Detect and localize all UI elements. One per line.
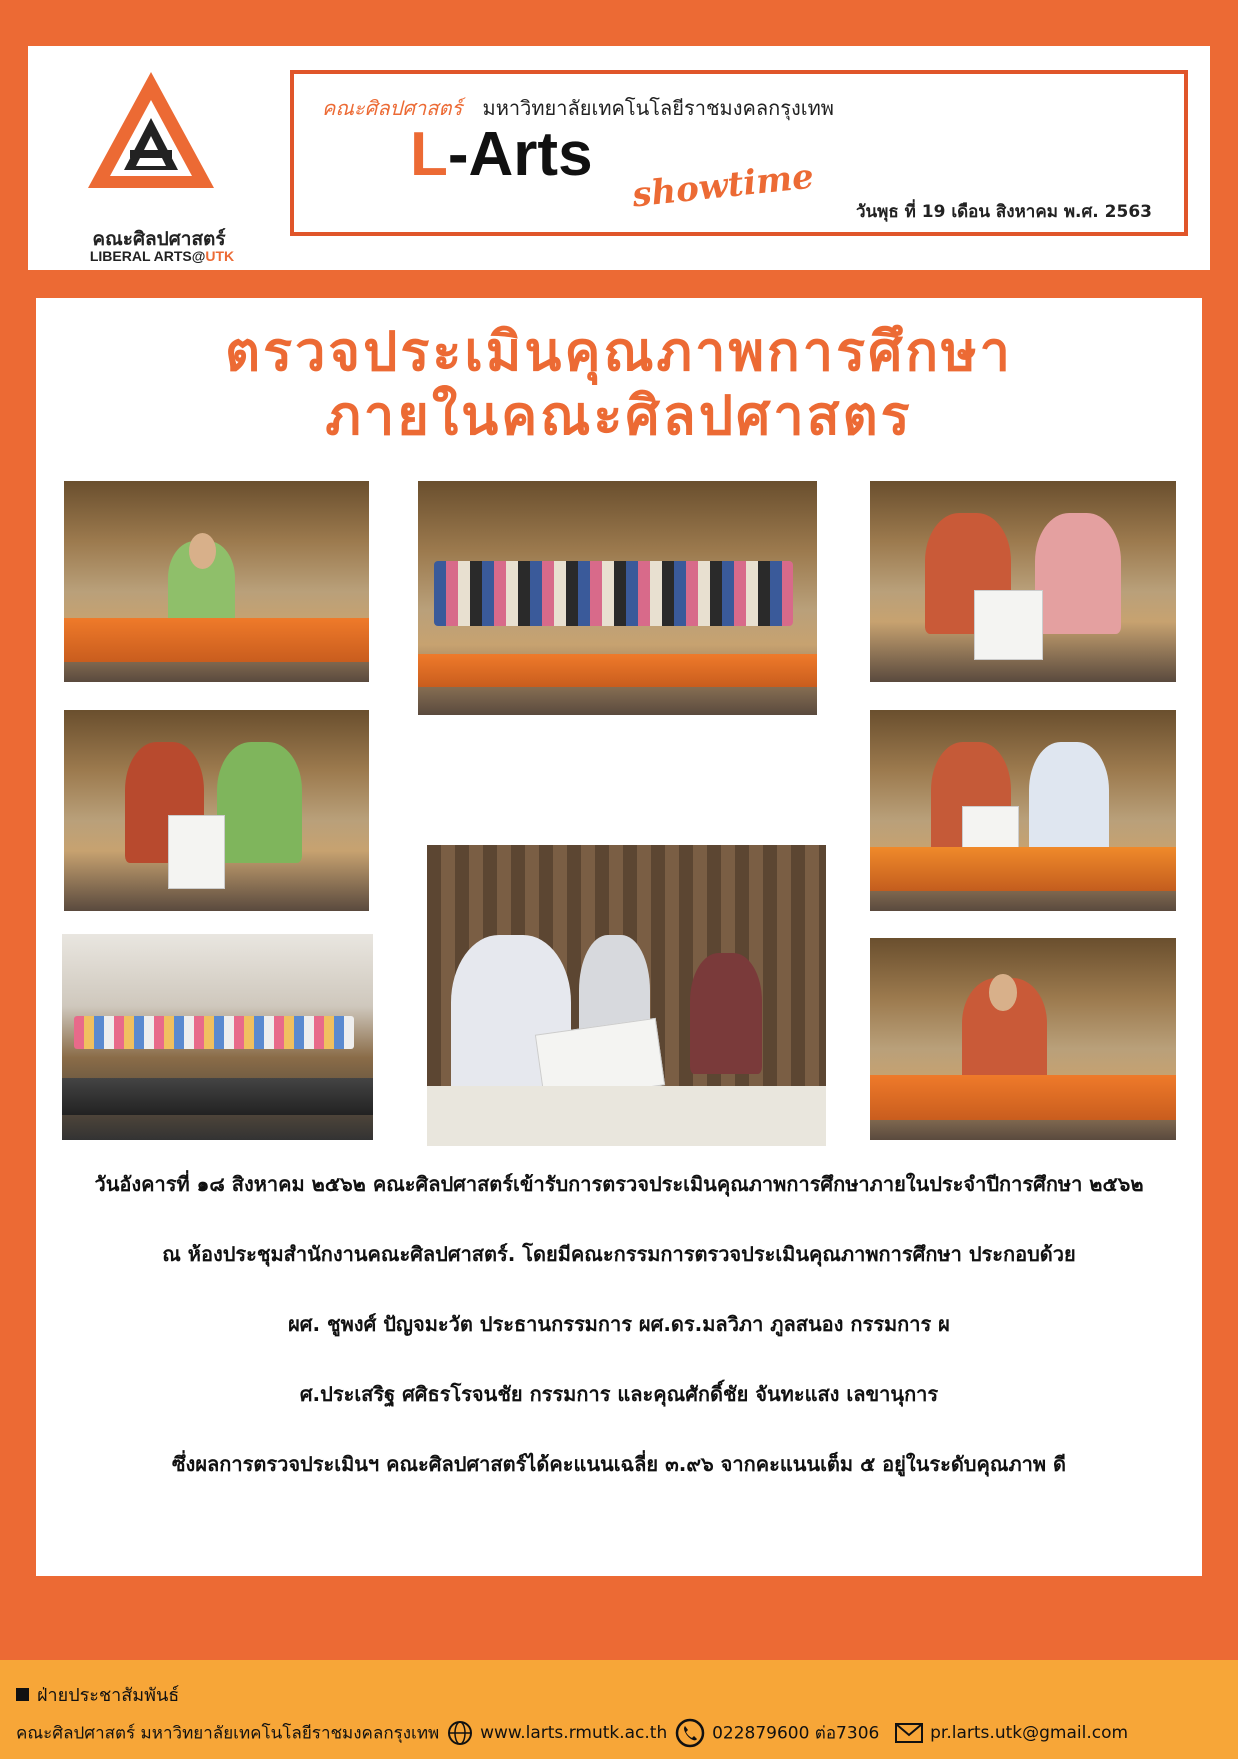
article-paragraph-line-3: ผศ. ชูพงศ์ ปัญจมะวัต ประธานกรรมการ ผศ.ดร.มลวิภา ภูลสนอง กรรมการ ผ <box>288 1312 950 1336</box>
website-link[interactable]: www.larts.rmutk.ac.th <box>480 1723 668 1743</box>
issue-date: วันพุธ ที่ 19 เดือน สิงหาคม พ.ศ. 2563 <box>855 202 1152 222</box>
university-name: มหาวิทยาลัยเทคโนโลยีราชมงคลกรุงเทพ <box>482 96 834 120</box>
phone-number: 022879600 ต่อ7306 <box>712 1723 880 1744</box>
article-headline: ตรวจประเมินคุณภาพการศึกษา ภายในคณะศิลปศาสตร <box>225 320 1013 447</box>
masthead-box <box>290 70 1188 236</box>
footer-contact-line <box>16 1718 1128 1748</box>
photo-gift-handover-women <box>870 481 1176 682</box>
brand-tagline: showtime <box>630 156 816 216</box>
brand-title: L-Arts <box>410 120 593 189</box>
faculty-logo <box>56 70 246 270</box>
photo-meeting-room-wide <box>62 934 373 1140</box>
photo-gift-handover-man <box>870 710 1176 911</box>
mail-icon <box>895 1722 923 1744</box>
photo-gift-handover-chairman <box>64 710 369 911</box>
bullet-square-icon <box>16 1688 29 1701</box>
article-paragraph-line-1: วันอังคารที่ ๑๘ สิงหาคม ๒๕๖๒ คณะศิลปศาสตร์เข้ารับการตรวจประเมินคุณภาพการศึกษาภายในประจำปีการศึกษา ๒๕๖๒ <box>94 1172 1144 1196</box>
phone-icon <box>675 1718 705 1748</box>
email-link[interactable]: pr.larts.utk@gmail.com <box>930 1723 1129 1743</box>
photo-group-in-meeting-room <box>418 481 817 715</box>
footer-organization: คณะศิลปศาสตร์ มหาวิทยาลัยเทคโนโลยีราชมงคลกรุงเทพ <box>16 1723 440 1744</box>
photo-committee-reviewing-documents <box>427 845 826 1146</box>
header <box>28 46 1210 270</box>
article-paragraph-line-5: ซึ่งผลการตรวจประเมินฯ คณะศิลปศาสตร์ได้คะแนนเฉลี่ย ๓.๙๖ จากคะแนนเต็ม ๕ อยู่ในระดับคุณภาพ ดี <box>171 1452 1066 1476</box>
photo-committee-member-at-desk <box>870 938 1176 1140</box>
article-panel <box>36 298 1202 1576</box>
article-paragraph-line-2: ณ ห้องประชุมสำนักงานคณะศิลปศาสตร์. โดยมีคณะกรรมการตรวจประเมินคุณภาพการศึกษา ประกอบด้วย <box>162 1242 1076 1266</box>
article-paragraph-line-4: ศ.ประเสริฐ ศศิธรโรจนชัย กรรมการ และคุณศักดิ์ชัย จันทะแสง เลขานุการ <box>299 1382 939 1406</box>
faculty-name: คณะศิลปศาสตร์ <box>322 96 463 120</box>
logo-thai-text: คณะศิลปศาสตร์ <box>92 228 226 250</box>
logo-english-text: LIBERAL ARTS@UTK <box>89 248 235 264</box>
footer <box>0 1660 1238 1759</box>
logo-triangle-icon <box>86 70 216 190</box>
photo-chairman-at-desk <box>64 481 369 682</box>
footer-department: ฝ่ายประชาสัมพันธ์ <box>16 1680 179 1709</box>
globe-icon <box>447 1720 473 1746</box>
